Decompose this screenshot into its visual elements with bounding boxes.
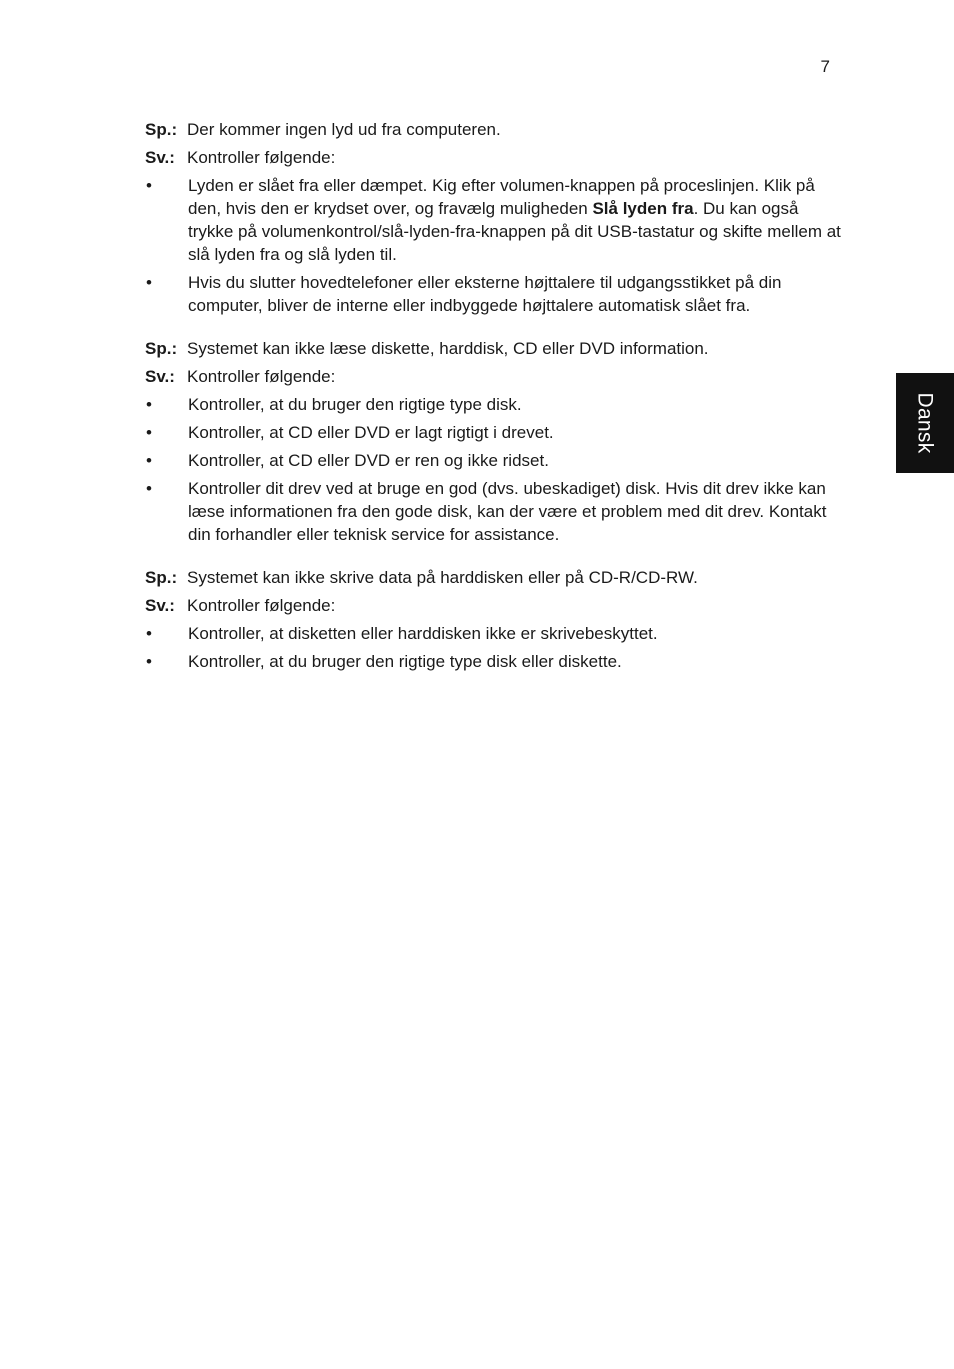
bullet-icon: •	[146, 273, 152, 292]
list-item-text: Kontroller, at disketten eller harddisken ikke er skrivebeskyttet.	[188, 624, 658, 643]
bullet-icon: •	[146, 624, 152, 643]
bullet-icon: •	[146, 652, 152, 671]
answer-label: Sv.:	[145, 148, 175, 167]
answer-row	[145, 594, 845, 617]
qa-block-sound	[145, 118, 845, 317]
question-text: Systemet kan ikke læse diskette, harddisk, CD eller DVD information.	[187, 339, 709, 358]
faq-content	[145, 118, 845, 693]
answer-label: Sv.:	[145, 596, 175, 615]
list-item-text: Kontroller dit drev ved at bruge en god (dvs. ubeskadiget) disk. Hvis dit drev ikke kan læse informationen fra den gode disk, kan der være et problem med dit drev. Kontakt din forhandler eller teknisk service for assistance.	[188, 479, 827, 544]
bullet-icon: •	[146, 451, 152, 470]
emphasis-text: Slå lyden fra	[592, 199, 694, 218]
list-item	[145, 421, 845, 444]
list-item	[145, 622, 845, 645]
list-item	[145, 174, 845, 266]
list-item	[145, 393, 845, 416]
page-number: 7	[820, 57, 830, 76]
question-row	[145, 118, 845, 141]
list-item-text: Lyden er slået fra eller dæmpet. Kig efter volumen-knappen på proceslinjen. Klik på den, hvis den er krydset over, og fravælg muligheden Slå lyden fra. Du kan også trykke på volumenkontrol/slå-lyden-fra-knappen på dit USB-tastatur og skifte mellem at slå lyden fra og slå lyden til.	[188, 176, 841, 264]
question-row	[145, 566, 845, 589]
question-row	[145, 337, 845, 360]
list-item-text: Kontroller, at CD eller DVD er lagt rigtigt i drevet.	[188, 423, 554, 442]
bullet-list	[145, 174, 845, 317]
list-item-text: Kontroller, at du bruger den rigtige type disk eller diskette.	[188, 652, 622, 671]
language-tab-label: Dansk	[914, 392, 937, 454]
bullet-icon: •	[146, 479, 152, 498]
answer-row	[145, 146, 845, 169]
question-text: Der kommer ingen lyd ud fra computeren.	[187, 120, 501, 139]
bullet-icon: •	[146, 176, 152, 195]
list-item	[145, 271, 845, 317]
list-item	[145, 477, 845, 546]
qa-block-write	[145, 566, 845, 673]
question-label: Sp.:	[145, 120, 178, 139]
answer-text: Kontroller følgende:	[187, 596, 336, 615]
question-label: Sp.:	[145, 339, 178, 358]
qa-block-read	[145, 337, 845, 546]
answer-text: Kontroller følgende:	[187, 148, 336, 167]
language-tab	[896, 373, 954, 473]
question-text: Systemet kan ikke skrive data på harddisken eller på CD-R/CD-RW.	[187, 568, 698, 587]
list-item-text: Kontroller, at CD eller DVD er ren og ikke ridset.	[188, 451, 549, 470]
question-label: Sp.:	[145, 568, 178, 587]
bullet-icon: •	[146, 395, 152, 414]
answer-text: Kontroller følgende:	[187, 367, 336, 386]
answer-row	[145, 365, 845, 388]
list-item	[145, 449, 845, 472]
list-item-text: Kontroller, at du bruger den rigtige type disk.	[188, 395, 522, 414]
bullet-icon: •	[146, 423, 152, 442]
bullet-list	[145, 622, 845, 673]
list-item	[145, 650, 845, 673]
answer-label: Sv.:	[145, 367, 175, 386]
list-item-text: Hvis du slutter hovedtelefoner eller eksterne højttalere til udgangsstikket på din computer, bliver de interne eller indbyggede højttalere automatisk slået fra.	[188, 273, 782, 315]
bullet-list	[145, 393, 845, 546]
